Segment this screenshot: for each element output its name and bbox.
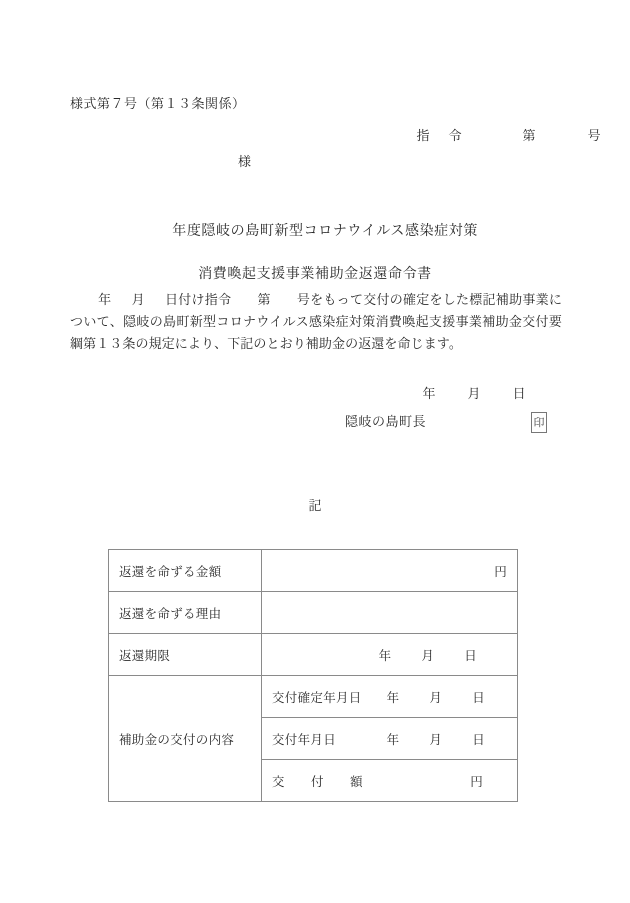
addressee-honorific: 様 — [238, 155, 252, 170]
row-value-refund-reason[interactable] — [262, 592, 518, 634]
form-number: 様式第７号（第１３条関係） — [70, 97, 246, 112]
table-row — [109, 634, 518, 676]
signer-name: 隠岐の島町長 — [345, 415, 427, 430]
row-label-refund-deadline: 返還期限 — [109, 634, 262, 676]
row-label-refund-reason: 返還を命ずる理由 — [109, 592, 262, 634]
refund-details-table — [108, 549, 518, 802]
grant-confirm-month-label: 月 — [429, 689, 443, 705]
date-month-label: 月 — [467, 387, 481, 402]
seal-stamp-icon: 印 — [531, 412, 547, 433]
row-value-grant-confirm-date[interactable] — [262, 676, 518, 718]
row-value-grant-date[interactable] — [262, 718, 518, 760]
body-month-label: 月 — [131, 293, 145, 308]
grant-confirm-year-label: 年 — [386, 689, 400, 705]
grant-confirm-day-label: 日 — [472, 689, 485, 705]
grant-amount-label: 交 付 額 — [272, 773, 370, 789]
grant-date-label: 交付年月日 — [272, 731, 337, 747]
ki-marker: 記 — [308, 499, 322, 514]
row-value-grant-amount[interactable] — [262, 760, 518, 802]
title-line-1: 年度隠岐の島町新型コロナウイルス感染症対策 — [172, 223, 478, 239]
grant-month-label: 月 — [429, 731, 443, 747]
directive-number-label: 第 — [522, 129, 536, 144]
title-line-2: 消費喚起支援事業補助金返還命令書 — [198, 266, 432, 282]
directive-label: 指 令 — [416, 129, 465, 144]
directive-line — [400, 117, 601, 156]
table-row — [109, 676, 518, 718]
row-label-subsidy-content: 補助金の交付の内容 — [109, 676, 262, 802]
row-value-refund-deadline[interactable] — [262, 634, 518, 676]
date-day-label: 日 — [512, 387, 526, 402]
body-main-text: 号をもって交付の確定をした標記補助事業について、隠岐の島町新型コロナウイルス感染症対策消費喚起支援事業補助金交付要綱第１３条の規定により、下記のとおり補助金の返還を命じます。 — [70, 293, 562, 352]
grant-confirm-date-label: 交付確定年月日 — [272, 689, 362, 705]
deadline-day-label: 日 — [464, 647, 477, 663]
row-label-refund-amount: 返還を命ずる金額 — [109, 550, 262, 592]
body-paragraph — [70, 290, 562, 356]
date-year-label: 年 — [422, 387, 436, 402]
signature-date-line — [406, 375, 526, 414]
deadline-year-label: 年 — [378, 647, 392, 663]
grant-year-label: 年 — [386, 731, 400, 747]
body-year-label: 年 — [98, 293, 112, 308]
body-number-label: 第 — [257, 293, 271, 308]
row-value-refund-amount[interactable]: 円 — [262, 550, 518, 592]
directive-suffix-label: 号 — [587, 129, 601, 144]
grant-amount-unit: 円 — [470, 773, 483, 789]
body-day-directive-label: 日付け指令 — [164, 293, 232, 308]
table-row — [109, 550, 518, 592]
table-row — [109, 592, 518, 634]
deadline-month-label: 月 — [421, 647, 435, 663]
grant-day-label: 日 — [472, 731, 485, 747]
